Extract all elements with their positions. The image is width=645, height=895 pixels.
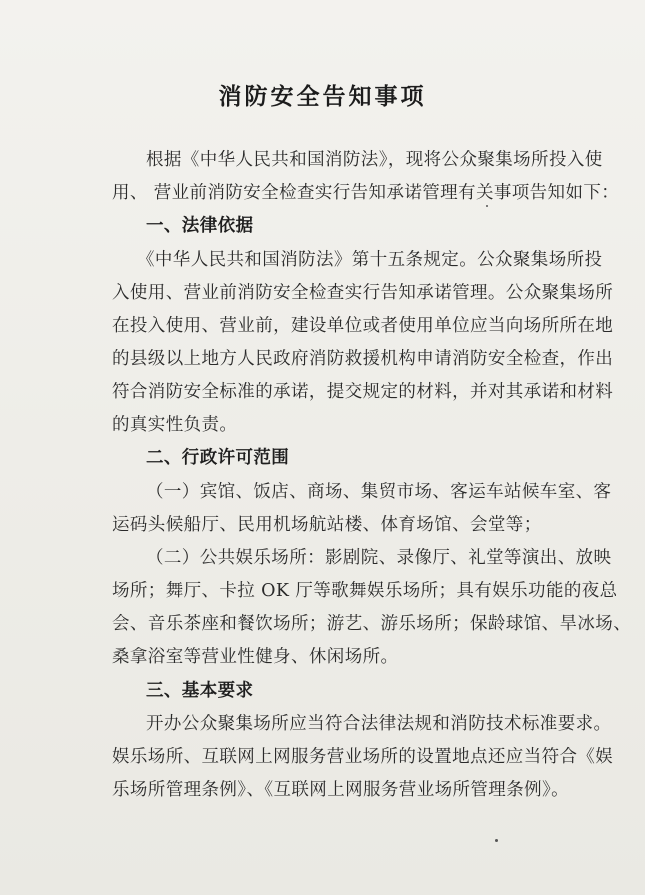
body-line: 场所；舞厅、卡拉 OK 厅等歌舞娱乐场所；具有娱乐功能的夜总 <box>112 581 618 601</box>
body-line: 乐场所管理条例》、《互联网上网服务营业场所管理条例》。 <box>112 780 570 800</box>
body-line: 桑拿浴室等营业性健身、休闲场所。 <box>112 647 399 667</box>
body-line: 在投入使用、营业前，建设单位或者使用单位应当向场所所在地 <box>112 316 614 336</box>
body-line: 开办公众聚集场所应当符合法律法规和消防技术标准要求。 <box>146 714 612 734</box>
body-line: （二）公共娱乐场所：影剧院、录像厅、礼堂等演出、放映 <box>146 548 612 568</box>
body-line: 的真实性负责。 <box>112 415 238 435</box>
body-line: 《中华人民共和国消防法》第十五条规定。公众聚集场所投 <box>137 250 603 270</box>
scan-speck <box>486 205 488 207</box>
intro-line: 根据《中华人民共和国消防法》，现将公众聚集场所投入使 <box>146 150 603 170</box>
section-heading-basic-requirements: 三、基本要求 <box>146 681 254 701</box>
body-line: 会、音乐茶座和餐饮场所；游艺、游乐场所；保龄球馆、旱冰场、 <box>112 614 632 634</box>
intro-line: 用、 营业前消防安全检查实行告知承诺管理有关事项告知如下： <box>112 183 620 203</box>
body-line: 符合消防安全标准的承诺，提交规定的材料，并对其承诺和材料 <box>112 382 614 402</box>
page-title: 消防安全告知事项 <box>218 83 427 110</box>
body-line: （一）宾馆、饭店、商场、集贸市场、客运车站候车室、客 <box>146 482 612 502</box>
body-line: 入使用、营业前消防安全检查实行告知承诺管理。公众聚集场所 <box>112 283 614 303</box>
section-heading-license-scope: 二、行政许可范围 <box>146 448 290 468</box>
body-line: 娱乐场所、互联网上网服务营业场所的设置地点还应当符合《娱 <box>112 747 614 767</box>
section-heading-legal-basis: 一、法律依据 <box>146 216 254 236</box>
body-line: 的县级以上地方人民政府消防救援机构申请消防安全检查，作出 <box>112 349 614 369</box>
body-line: 运码头候船厅、民用机场航站楼、体育场馆、会堂等； <box>112 515 542 535</box>
scan-speck <box>495 839 498 842</box>
